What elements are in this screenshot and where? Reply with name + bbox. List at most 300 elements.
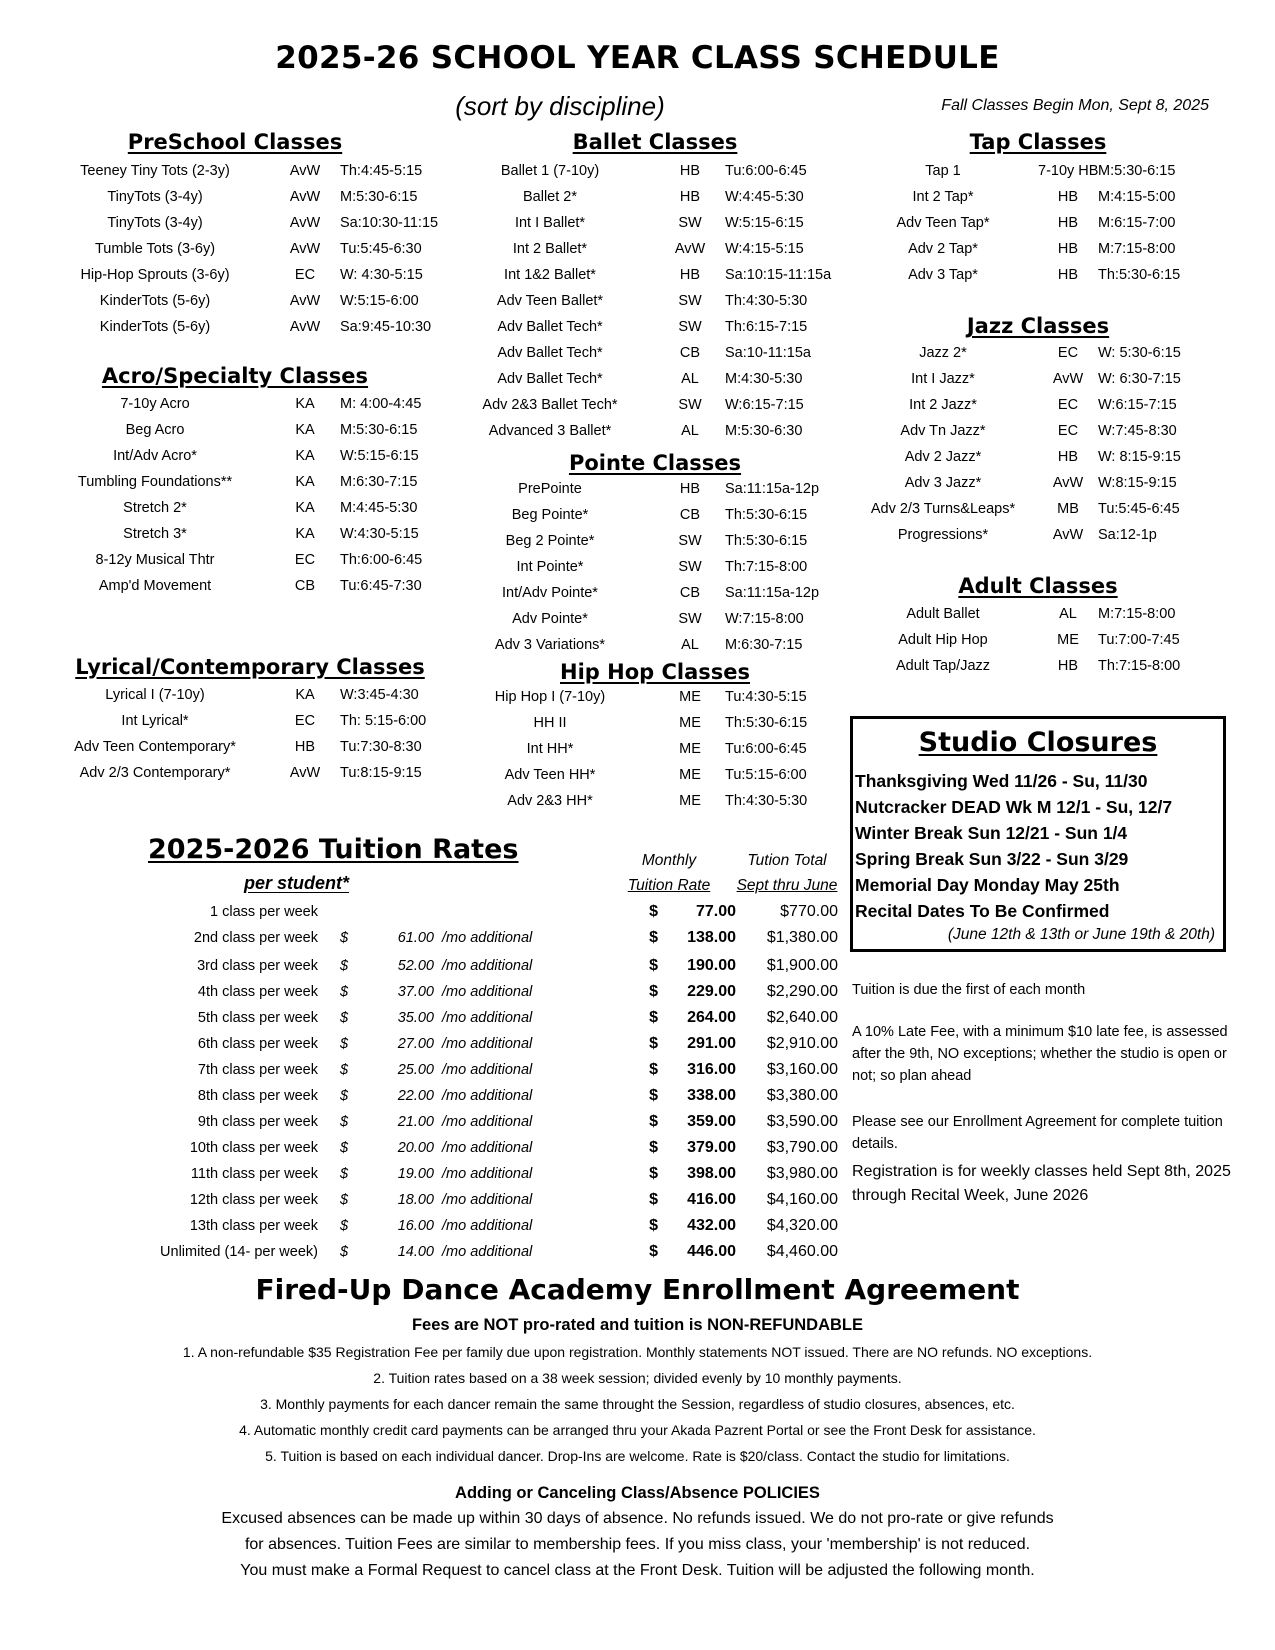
class-row xyxy=(40,262,460,288)
additional-dollar: $ xyxy=(339,1192,349,1208)
class-row xyxy=(40,547,460,573)
closure-line: Recital Dates To Be Confirmed xyxy=(855,901,1110,921)
total-header xyxy=(726,848,848,898)
class-name: 8-12y Musical Thtr xyxy=(95,552,215,568)
additional-text: /mo additional xyxy=(442,1166,533,1182)
acro-title: Acro/Specialty Classes xyxy=(101,364,369,388)
monthly-rate: 138.00 xyxy=(687,929,736,946)
class-teacher: 7-10y HB xyxy=(1038,163,1099,179)
absence-policy-line: Excused absences can be made up within 30 days of absence. No refunds issued. We do not pro-rate or give refunds xyxy=(221,1510,1054,1527)
class-row xyxy=(445,418,865,444)
class-time: Th:4:45-5:15 xyxy=(340,163,423,179)
additional-dollar: $ xyxy=(339,1010,349,1026)
class-name: Tumble Tots (3-6y) xyxy=(94,241,216,257)
class-teacher: HB xyxy=(679,267,701,283)
tuition-total: $2,640.00 xyxy=(766,1009,838,1026)
additional-text: /mo additional xyxy=(442,1010,533,1026)
page-title: 2025-26 SCHOOL YEAR CLASS SCHEDULE xyxy=(275,40,1000,76)
class-name: Hip Hop I (7-10y) xyxy=(494,689,606,705)
class-name: Amp'd Movement xyxy=(98,578,212,594)
class-name: Adv 3 Variations* xyxy=(494,637,606,653)
class-name: Int/Adv Pointe* xyxy=(502,585,598,601)
class-name: Int I Ballet* xyxy=(514,215,586,231)
class-teacher: AvW xyxy=(1052,475,1084,491)
class-time: W: 6:30-7:15 xyxy=(1098,371,1181,387)
class-name: Int 2 Ballet* xyxy=(512,241,588,257)
monthly-rate: 291.00 xyxy=(687,1035,736,1052)
tuition-row xyxy=(140,899,846,925)
class-teacher: HB xyxy=(1057,189,1079,205)
class-time: Th:4:30-5:30 xyxy=(725,793,808,809)
preschool-title: PreSchool Classes xyxy=(127,130,343,154)
class-row xyxy=(40,417,460,443)
class-row xyxy=(40,391,460,417)
additional-amount: 22.00 xyxy=(397,1088,434,1104)
class-teacher: CB xyxy=(679,585,701,601)
additional-dollar: $ xyxy=(339,958,349,974)
additional-text: /mo additional xyxy=(442,1192,533,1208)
tuition-title: 2025-2026 Tuition Rates xyxy=(148,834,519,865)
class-teacher: CB xyxy=(294,578,316,594)
policy-line: 3. Monthly payments for each dancer remain the same throught the Session, regardless of studio closures, absences, etc. xyxy=(260,1396,1015,1412)
additional-text: /mo additional xyxy=(442,958,533,974)
tuition-total: $4,160.00 xyxy=(766,1191,838,1208)
class-row xyxy=(445,632,865,658)
closure-line: Thanksgiving Wed 11/26 - Su, 11/30 xyxy=(855,771,1148,791)
class-row xyxy=(445,684,865,710)
class-teacher: KA xyxy=(295,526,315,542)
class-time: Sa:9:45-10:30 xyxy=(340,319,432,335)
class-name: Beg Pointe* xyxy=(511,507,589,523)
class-row xyxy=(848,340,1238,366)
class-teacher: HB xyxy=(679,189,701,205)
class-row xyxy=(445,184,865,210)
class-name: Adv Teen Ballet* xyxy=(496,293,604,309)
tuition-total: $3,160.00 xyxy=(766,1061,838,1078)
additional-amount: 35.00 xyxy=(397,1010,434,1026)
pointe-title: Pointe Classes xyxy=(568,451,742,475)
monthly-rate: 190.00 xyxy=(687,957,736,974)
closure-line: Nutcracker DEAD Wk M 12/1 - Su, 12/7 xyxy=(855,797,1173,817)
tuition-label: 6th class per week xyxy=(197,1036,318,1052)
class-row xyxy=(848,601,1238,627)
additional-amount: 19.00 xyxy=(397,1166,434,1182)
class-name: PrePointe xyxy=(518,481,582,497)
agreement-note: Please see our Enrollment Agreement for complete tuition details. xyxy=(852,1114,1223,1152)
tuition-total: $4,320.00 xyxy=(766,1217,838,1234)
tuition-total: $3,980.00 xyxy=(766,1165,838,1182)
class-row xyxy=(848,627,1238,653)
class-name: Adv 2 Jazz* xyxy=(904,449,982,465)
class-time: Tu:8:15-9:15 xyxy=(340,765,422,781)
class-teacher: AvW xyxy=(1052,371,1084,387)
tuition-label: 1 class per week xyxy=(210,904,318,920)
class-name: Adv 3 Tap* xyxy=(908,267,978,283)
additional-amount: 52.00 xyxy=(397,958,434,974)
class-teacher: AL xyxy=(681,423,699,439)
monthly-dollar: $ xyxy=(649,1113,658,1130)
class-teacher: SW xyxy=(678,611,702,627)
class-name: Advanced 3 Ballet* xyxy=(488,423,612,439)
additional-text: /mo additional xyxy=(442,984,533,1000)
additional-dollar: $ xyxy=(339,1166,349,1182)
class-row xyxy=(848,522,1238,548)
fee-note: Fees are NOT pro-rated and tuition is NON-REFUNDABLE xyxy=(411,1316,864,1334)
class-name: Beg 2 Pointe* xyxy=(505,533,595,549)
class-row xyxy=(40,210,460,236)
class-row xyxy=(445,502,865,528)
class-name: Int 2 Tap* xyxy=(912,189,974,205)
lyrical-section xyxy=(40,655,460,786)
class-time: Tu:5:45-6:30 xyxy=(340,241,422,257)
monthly-dollar: $ xyxy=(649,1165,658,1182)
tuition-row xyxy=(140,1083,846,1109)
monthly-dollar: $ xyxy=(649,1009,658,1026)
class-name: Adult Hip Hop xyxy=(898,632,988,648)
class-row xyxy=(848,366,1238,392)
class-teacher: EC xyxy=(294,552,316,568)
tuition-total: $3,590.00 xyxy=(766,1113,838,1130)
monthly-rate-header xyxy=(614,848,724,898)
class-teacher: HB xyxy=(1057,267,1079,283)
class-row xyxy=(40,521,460,547)
monthly-rate: 432.00 xyxy=(687,1217,736,1234)
class-name: Int Lyrical* xyxy=(121,713,189,729)
class-row xyxy=(445,736,865,762)
class-row xyxy=(445,366,865,392)
class-name: Adv Ballet Tech* xyxy=(497,319,603,335)
studio-closures-box xyxy=(850,716,1226,952)
tuition-row xyxy=(140,1109,846,1135)
monthly-head-line: Monthly xyxy=(641,852,697,869)
class-time: Th:5:30-6:15 xyxy=(725,715,808,731)
class-name: Lyrical I (7-10y) xyxy=(105,687,205,703)
class-row xyxy=(848,158,1238,184)
class-teacher: HB xyxy=(1057,449,1079,465)
monthly-rate: 446.00 xyxy=(687,1243,736,1260)
tap-section xyxy=(848,130,1238,288)
class-name: 7-10y Acro xyxy=(120,396,190,412)
additional-dollar: $ xyxy=(339,1114,349,1130)
tuition-row xyxy=(140,1187,846,1213)
tuition-row xyxy=(140,1213,846,1239)
class-row xyxy=(445,288,865,314)
class-teacher: EC xyxy=(294,267,316,283)
tuition-total: $2,910.00 xyxy=(766,1035,838,1052)
class-time: Th:5:30-6:15 xyxy=(1098,267,1181,283)
class-row xyxy=(445,580,865,606)
monthly-dollar: $ xyxy=(649,1035,658,1052)
jazz-title: Jazz Classes xyxy=(966,314,1110,338)
class-name: Adv 2/3 Contemporary* xyxy=(79,765,231,781)
class-teacher: SW xyxy=(678,533,702,549)
class-teacher: AvW xyxy=(289,241,321,257)
monthly-rate: 229.00 xyxy=(687,983,736,1000)
class-name: Beg Acro xyxy=(125,422,185,438)
class-name: KinderTots (5-6y) xyxy=(99,293,211,309)
class-teacher: AL xyxy=(681,637,699,653)
class-row xyxy=(445,528,865,554)
class-teacher: EC xyxy=(1057,345,1079,361)
class-name: KinderTots (5-6y) xyxy=(99,319,211,335)
class-time: W:6:15-7:15 xyxy=(1098,397,1177,413)
class-row xyxy=(445,554,865,580)
class-time: Tu:7:30-8:30 xyxy=(340,739,422,755)
tuition-total: $3,380.00 xyxy=(766,1087,838,1104)
class-row xyxy=(445,788,865,814)
class-teacher: HB xyxy=(294,739,316,755)
fall-begin-date: Fall Classes Begin Mon, Sept 8, 2025 xyxy=(941,97,1209,114)
monthly-rate: 264.00 xyxy=(687,1009,736,1026)
tuition-label: 8th class per week xyxy=(197,1088,318,1104)
class-name: HH II xyxy=(533,715,567,731)
class-name: Stretch 3* xyxy=(123,526,187,542)
additional-text: /mo additional xyxy=(442,1088,533,1104)
tuition-row xyxy=(140,953,846,979)
additional-dollar: $ xyxy=(339,930,349,946)
class-time: M:7:15-8:00 xyxy=(1098,606,1176,622)
class-row xyxy=(40,760,460,786)
class-teacher: MB xyxy=(1057,501,1079,517)
class-time: Th:6:00-6:45 xyxy=(340,552,423,568)
acro-section xyxy=(40,364,460,599)
class-row xyxy=(445,262,865,288)
class-time: W: 4:30-5:15 xyxy=(340,267,423,283)
monthly-dollar: $ xyxy=(649,983,658,1000)
tuition-total: $1,380.00 xyxy=(766,929,838,946)
monthly-dollar: $ xyxy=(649,1243,658,1260)
class-time: Sa:10-11:15a xyxy=(725,345,811,361)
tuition-total: $1,900.00 xyxy=(766,957,838,974)
class-teacher: HB xyxy=(1057,215,1079,231)
additional-dollar: $ xyxy=(339,984,349,1000)
recital-dates-note: (June 12th & 13th or June 19th & 20th) xyxy=(947,926,1215,943)
tuition-row xyxy=(140,1005,846,1031)
class-name: Adv Teen HH* xyxy=(504,767,596,783)
ballet-section xyxy=(445,130,865,444)
class-time: Sa:11:15a-12p xyxy=(725,481,820,497)
class-teacher: AvW xyxy=(289,215,321,231)
class-teacher: HB xyxy=(1057,658,1079,674)
class-teacher: AvW xyxy=(289,163,321,179)
class-row xyxy=(848,262,1238,288)
tuition-label: 9th class per week xyxy=(197,1114,318,1130)
additional-text: /mo additional xyxy=(442,1036,533,1052)
class-row xyxy=(848,392,1238,418)
tuition-row xyxy=(140,1239,846,1265)
class-teacher: ME xyxy=(679,689,701,705)
monthly-dollar: $ xyxy=(649,929,658,946)
class-teacher: KA xyxy=(295,687,315,703)
class-teacher: ME xyxy=(679,793,701,809)
hiphop-section xyxy=(445,660,865,814)
class-row xyxy=(445,210,865,236)
additional-dollar: $ xyxy=(339,1140,349,1156)
tuition-row xyxy=(140,1057,846,1083)
class-teacher: CB xyxy=(679,345,701,361)
class-teacher: HB xyxy=(1057,241,1079,257)
class-name: Ballet 1 (7-10y) xyxy=(500,163,600,179)
additional-dollar: $ xyxy=(339,1088,349,1104)
agreement-title: Fired-Up Dance Academy Enrollment Agreement xyxy=(255,1273,1020,1306)
additional-amount: 25.00 xyxy=(397,1062,434,1078)
tuition-label: 2nd class per week xyxy=(193,930,318,946)
class-name: Jazz 2* xyxy=(919,345,967,361)
class-name: Int 2 Jazz* xyxy=(909,397,977,413)
tuition-due-note: Tuition is due the first of each month xyxy=(852,982,1086,998)
class-name: Adv Teen Tap* xyxy=(896,215,990,231)
class-row xyxy=(40,469,460,495)
additional-amount: 20.00 xyxy=(397,1140,434,1156)
class-name: Int Pointe* xyxy=(516,559,584,575)
class-teacher: SW xyxy=(678,293,702,309)
class-teacher: KA xyxy=(295,422,315,438)
class-teacher: SW xyxy=(678,319,702,335)
monthly-dollar: $ xyxy=(649,903,658,920)
class-time: M:7:15-8:00 xyxy=(1098,241,1176,257)
class-row xyxy=(445,710,865,736)
class-row xyxy=(848,236,1238,262)
class-teacher: AvW xyxy=(289,319,321,335)
class-row xyxy=(40,158,460,184)
class-name: Adv Ballet Tech* xyxy=(497,345,603,361)
class-name: Adv 2 Tap* xyxy=(908,241,978,257)
tuition-row xyxy=(140,1161,846,1187)
class-teacher: EC xyxy=(1057,397,1079,413)
class-time: W:5:15-6:15 xyxy=(725,215,804,231)
monthly-rate: 416.00 xyxy=(687,1191,736,1208)
class-teacher: AL xyxy=(681,371,699,387)
class-row xyxy=(445,314,865,340)
class-name: Adv 2&3 HH* xyxy=(507,793,593,809)
closure-line: Spring Break Sun 3/22 - Sun 3/29 xyxy=(855,849,1129,869)
monthly-dollar: $ xyxy=(649,1191,658,1208)
class-time: M:5:30-6:15 xyxy=(340,422,418,438)
adult-title: Adult Classes xyxy=(958,574,1118,598)
class-time: Th:7:15-8:00 xyxy=(725,559,808,575)
class-name: Adult Tap/Jazz xyxy=(895,658,991,674)
class-row xyxy=(848,496,1238,522)
class-name: Tap 1 xyxy=(925,163,961,179)
class-time: W:4:15-5:15 xyxy=(725,241,804,257)
absence-policy-line: for absences. Tuition Fees are similar to membership fees. If you miss class, your 'membership' is not reduced. xyxy=(244,1536,1031,1553)
tuition-row xyxy=(140,925,846,951)
class-time: W:3:45-4:30 xyxy=(340,687,419,703)
class-time: M:4:30-5:30 xyxy=(725,371,803,387)
class-row xyxy=(445,606,865,632)
class-teacher: KA xyxy=(295,448,315,464)
class-time: W:5:15-6:00 xyxy=(340,293,419,309)
class-name: Int/Adv Acro* xyxy=(113,448,197,464)
class-teacher: KA xyxy=(295,474,315,490)
hiphop-title: Hip Hop Classes xyxy=(560,660,750,684)
class-name: Int 1&2 Ballet* xyxy=(504,267,596,283)
class-time: Th:7:15-8:00 xyxy=(1098,658,1181,674)
class-name: Int HH* xyxy=(526,741,574,757)
preschool-section xyxy=(40,130,460,340)
additional-dollar: $ xyxy=(339,1244,349,1260)
lyrical-title: Lyrical/Contemporary Classes xyxy=(75,655,425,679)
class-row xyxy=(40,708,460,734)
tuition-row xyxy=(140,1135,846,1161)
class-row xyxy=(40,573,460,599)
closure-line: Memorial Day Monday May 25th xyxy=(855,875,1120,895)
total-head-line: Tution Total xyxy=(747,852,827,869)
absence-policy-line: You must make a Formal Request to cancel class at the Front Desk. Tuition will be adjusted the following month. xyxy=(240,1562,1035,1579)
absence-policy-title: Adding or Canceling Class/Absence POLICIES xyxy=(455,1484,820,1502)
class-time: W:4:30-5:15 xyxy=(340,526,419,542)
class-name: TinyTots (3-4y) xyxy=(107,215,203,231)
additional-amount: 21.00 xyxy=(397,1114,434,1130)
tuition-label: 10th class per week xyxy=(189,1140,318,1156)
policy-line: 1. A non-refundable $35 Registration Fee per family due upon registration. Monthly statements NOT issued. There are NO refunds. NO exceptions. xyxy=(182,1344,1093,1360)
class-name: TinyTots (3-4y) xyxy=(107,189,203,205)
tuition-label: 4th class per week xyxy=(197,984,318,1000)
additional-text: /mo additional xyxy=(442,930,533,946)
monthly-rate: 379.00 xyxy=(687,1139,736,1156)
additional-text: /mo additional xyxy=(442,1218,533,1234)
class-time: W:7:45-8:30 xyxy=(1098,423,1177,439)
class-time: M:6:15-7:00 xyxy=(1098,215,1176,231)
monthly-dollar: $ xyxy=(649,1087,658,1104)
class-teacher: AL xyxy=(1059,606,1077,622)
additional-amount: 14.00 xyxy=(397,1244,434,1260)
jazz-section xyxy=(848,314,1238,548)
class-teacher: AvW xyxy=(289,189,321,205)
class-time: M:5:30-6:30 xyxy=(725,423,803,439)
class-row xyxy=(445,158,865,184)
class-teacher: KA xyxy=(295,500,315,516)
monthly-rate: 338.00 xyxy=(687,1087,736,1104)
class-time: Tu:5:45-6:45 xyxy=(1098,501,1180,517)
tuition-label: 3rd class per week xyxy=(197,958,318,974)
class-name: Adv Pointe* xyxy=(512,611,588,627)
late-fee-note: A 10% Late Fee, with a minimum $10 late fee, is assessed after the 9th, NO exceptions; whether the studio is open or not; so plan ahead xyxy=(852,1024,1228,1084)
class-row xyxy=(40,184,460,210)
class-row xyxy=(848,418,1238,444)
additional-text: /mo additional xyxy=(442,1140,533,1156)
class-row xyxy=(848,184,1238,210)
monthly-rate: 77.00 xyxy=(695,903,736,920)
class-time: Sa:12-1p xyxy=(1098,527,1157,543)
class-time: Th: 5:15-6:00 xyxy=(340,713,427,729)
class-name: Stretch 2* xyxy=(123,500,187,516)
policy-line: 4. Automatic monthly credit card payments can be arranged thru your Akada Pazrent Portal or see the Front Desk for assistance. xyxy=(239,1422,1036,1438)
class-row xyxy=(40,443,460,469)
class-time: M:4:15-5:00 xyxy=(1098,189,1176,205)
tuition-row xyxy=(140,979,846,1005)
closures-title: Studio Closures xyxy=(918,727,1158,758)
class-time: Tu:4:30-5:15 xyxy=(725,689,807,705)
class-row xyxy=(40,682,460,708)
class-time: M: 4:00-4:45 xyxy=(340,396,422,412)
tuition-label: 7th class per week xyxy=(197,1062,318,1078)
additional-text: /mo additional xyxy=(442,1114,533,1130)
class-time: Th:6:15-7:15 xyxy=(725,319,808,335)
policy-line: 2. Tuition rates based on a 38 week session; divided evenly by 10 monthly payments. xyxy=(373,1370,902,1386)
class-time: M:5:30-6:15 xyxy=(340,189,418,205)
page-subtitle: (sort by discipline) xyxy=(455,91,665,121)
tuition-label: 13th class per week xyxy=(189,1218,318,1234)
class-row xyxy=(445,392,865,418)
tuition-subtitle: per student* xyxy=(244,873,350,893)
additional-text: /mo additional xyxy=(442,1244,533,1260)
class-row xyxy=(848,470,1238,496)
class-name: Hip-Hop Sprouts (3-6y) xyxy=(80,267,230,283)
tuition-total: $4,460.00 xyxy=(766,1243,838,1260)
class-name: Adv 3 Jazz* xyxy=(904,475,982,491)
class-row xyxy=(40,314,460,340)
